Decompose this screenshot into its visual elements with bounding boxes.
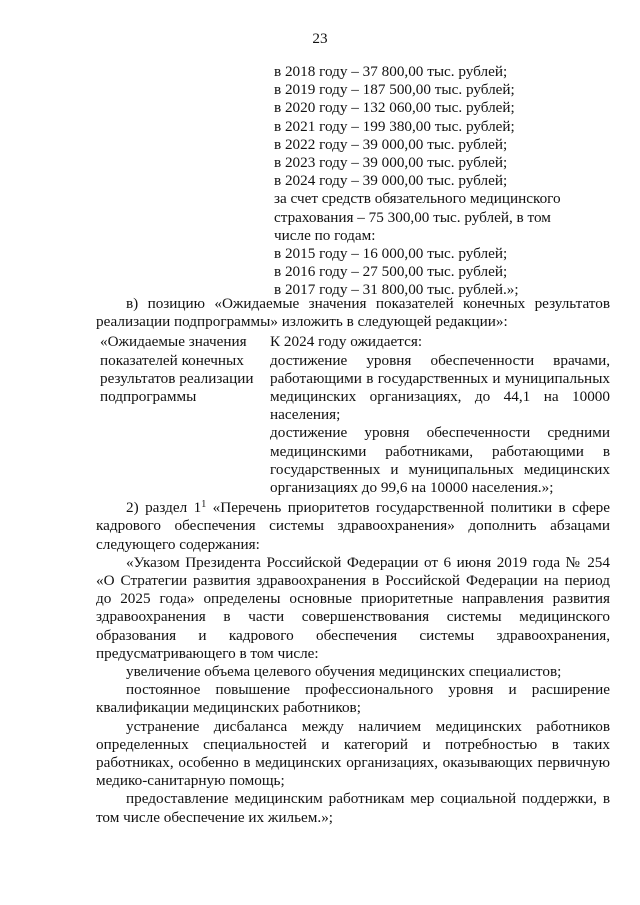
item-2-rest: «Перечень приоритетов государственной политики в сфере кадрового обеспечения системы здравоохранения» дополнить абзацами следующего содержания:	[96, 499, 610, 553]
item-2-superscript: 1	[201, 499, 207, 511]
funding-line: в 2024 году – 39 000,00 тыс. рублей;	[274, 172, 508, 190]
list-paragraph: устранение дисбаланса между наличием медицинских работников определенных специальностей и категорий и потребностью в таких работниках, особенно в медицинских организациях, оказывающих первичную медико-санитарную помощь;	[96, 717, 610, 790]
funding-line: в 2023 году – 39 000,00 тыс. рублей;	[274, 154, 508, 172]
funding-line: в 2021 году – 199 380,00 тыс. рублей;	[274, 117, 515, 135]
table-left-cell: «Ожидаемые значения показателей конечных результатов реализации подпрограммы	[100, 333, 254, 406]
expected-results-table	[96, 333, 610, 497]
funding-line: в 2022 году – 39 000,00 тыс. рублей;	[274, 135, 508, 153]
item-2-prefix: 2) раздел 1	[126, 499, 202, 517]
table-right-line: достижение уровня обеспеченности врачами, работающими в государственных и муниципальных медицинских организациях, до 44,1 на 10000 населения;	[270, 351, 610, 424]
insurance-text: за счет средств обязательного медицинского страхования – 75 300,00 тыс. рублей, в том числе по годам:	[274, 190, 561, 244]
main-text	[96, 295, 610, 827]
decree-paragraph: «Указом Президента Российской Федерации от 6 июня 2019 года № 254 «О Стратегии развития здравоохранения в Российской Федерации на период до 2025 года» определены основные приоритетные направления развития здравоохранения в части совершенствования системы медицинского образования и кадрового обеспечения системы здравоохранения, предусматривающего в том числе:	[96, 553, 610, 662]
funding-line: в 2019 году – 187 500,00 тыс. рублей;	[274, 81, 515, 99]
funding-line: в 2017 году – 31 800,00 тыс. рублей.»;	[274, 281, 519, 299]
item-v-paragraph: в) позицию «Ожидаемые значения показателей конечных результатов реализации подпрограммы» изложить в следующей редакции»:	[96, 295, 610, 331]
table-right-cell	[270, 333, 610, 497]
table-right-line: достижение уровня обеспеченности средними медицинскими работниками, работающими в государственных и муниципальных медицинских организациях до 99,6 на 10000 населения.»;	[270, 424, 610, 497]
funding-line: в 2020 году – 132 060,00 тыс. рублей;	[274, 99, 515, 117]
list-paragraph: постоянное повышение профессионального уровня и расширение квалификации медицинских работников;	[96, 681, 610, 717]
funding-line: в 2015 году – 16 000,00 тыс. рублей;	[274, 245, 508, 263]
funding-block	[274, 63, 574, 300]
table-right-line: К 2024 году ожидается:	[270, 333, 423, 351]
item-2-paragraph	[96, 499, 610, 554]
page-number: 23	[312, 30, 328, 47]
list-paragraph: предоставление медицинским работникам мер социальной поддержки, в том числе обеспечение их жильем.»;	[96, 790, 610, 826]
funding-line: в 2018 году – 37 800,00 тыс. рублей;	[274, 63, 508, 80]
funding-line: в 2016 году – 27 500,00 тыс. рублей;	[274, 263, 508, 281]
list-paragraph: увеличение объема целевого обучения медицинских специалистов;	[126, 663, 562, 681]
